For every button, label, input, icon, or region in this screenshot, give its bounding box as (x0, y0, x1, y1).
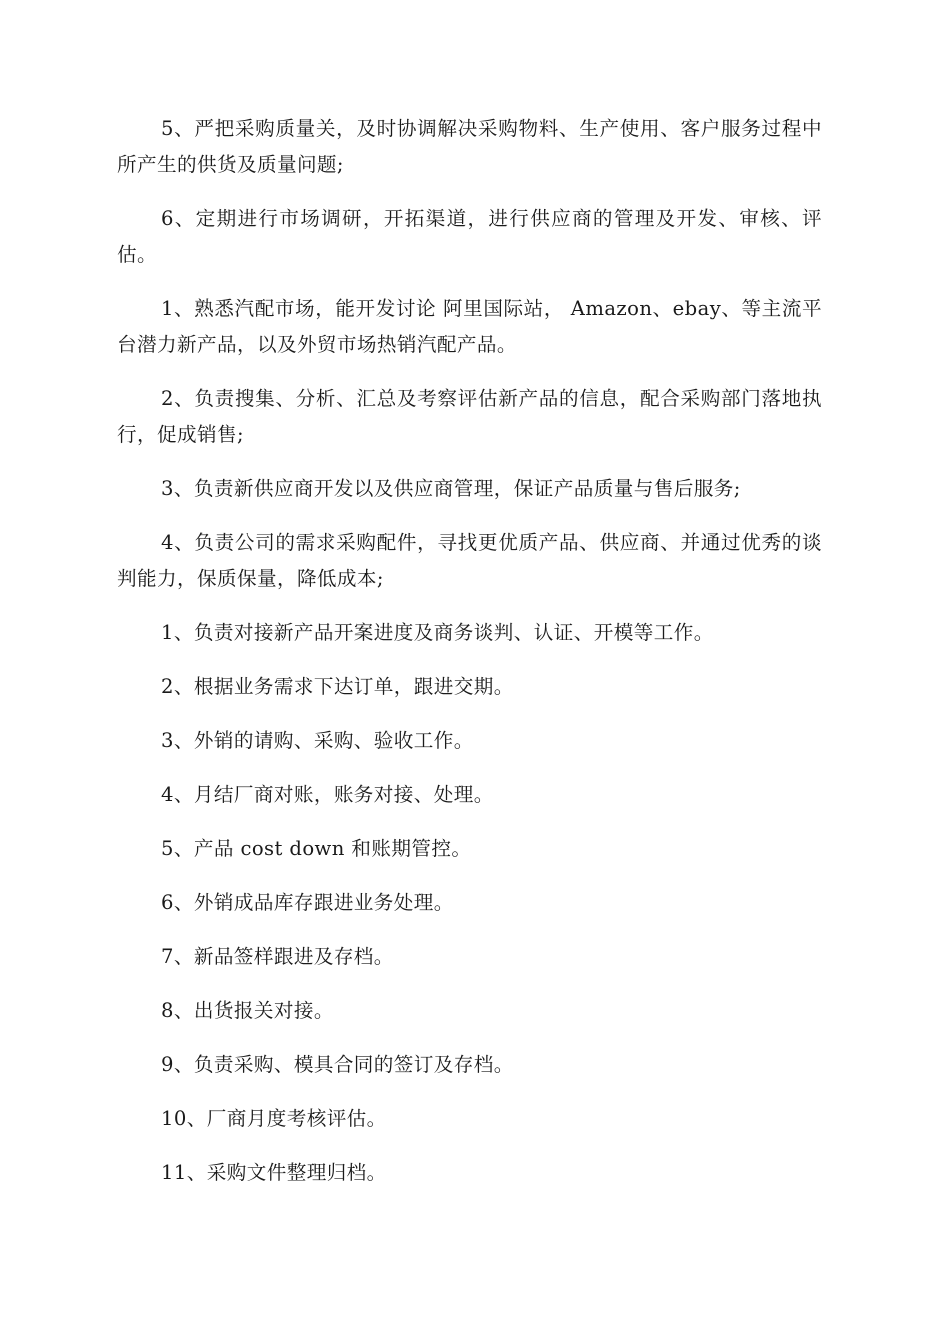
paragraph: 8、出货报关对接。 (161, 999, 334, 1022)
paragraph: 6、定期进行市场调研，开拓渠道，进行供应商的管理及开发、审核、评估。 (117, 207, 822, 266)
paragraph: 2、根据业务需求下达订单，跟进交期。 (161, 675, 514, 698)
paragraph: 3、外销的请购、采购、验收工作。 (161, 729, 474, 752)
paragraph: 5、产品 cost down 和账期管控。 (161, 837, 472, 860)
paragraph: 3、负责新供应商开发以及供应商管理，保证产品质量与售后服务; (161, 477, 741, 500)
paragraph: 7、新品签样跟进及存档。 (161, 945, 394, 968)
paragraph: 11、采购文件整理归档。 (161, 1161, 387, 1184)
paragraph: 5、严把采购质量关，及时协调解决采购物料、生产使用、客户服务过程中所产生的供货及质量问题; (117, 117, 822, 176)
paragraph: 6、外销成品库存跟进业务处理。 (161, 891, 454, 914)
document-body (117, 111, 822, 1209)
paragraph: 1、负责对接新产品开案进度及商务谈判、认证、开模等工作。 (161, 621, 714, 644)
paragraph: 4、负责公司的需求采购配件，寻找更优质产品、供应商、并通过优秀的谈判能力，保质保量，降低成本; (117, 531, 822, 590)
paragraph: 4、月结厂商对账，账务对接、处理。 (161, 783, 494, 806)
paragraph: 10、厂商月度考核评估。 (161, 1107, 387, 1130)
paragraph: 2、负责搜集、分析、汇总及考察评估新产品的信息，配合采购部门落地执行，促成销售; (117, 387, 822, 446)
paragraph: 9、负责采购、模具合同的签订及存档。 (161, 1053, 514, 1076)
paragraph: 1、熟悉汽配市场，能开发讨论 阿里国际站， Amazon、ebay、等主流平台潜力新产品，以及外贸市场热销汽配产品。 (117, 297, 822, 356)
